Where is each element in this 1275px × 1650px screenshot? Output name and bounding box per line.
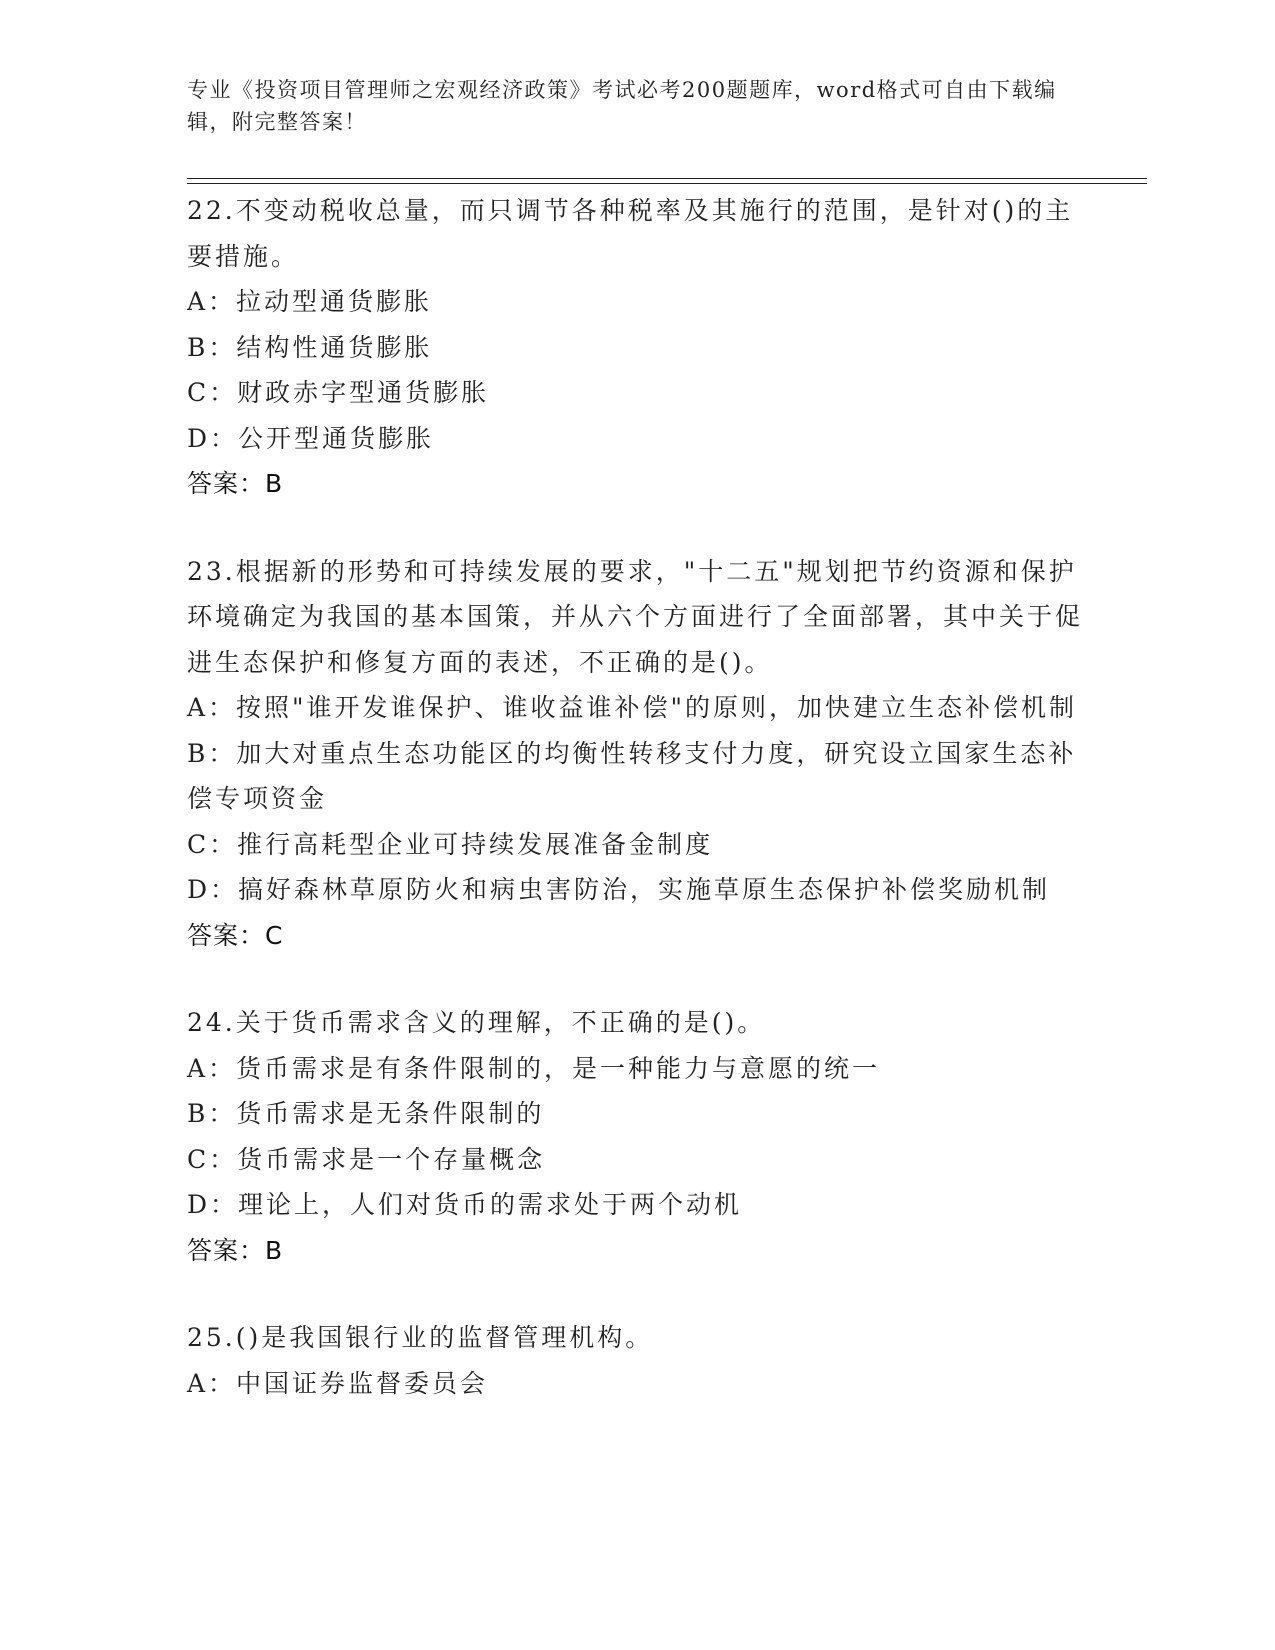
document-header: 专业《投资项目管理师之宏观经济政策》考试必考200题题库，word格式可自由下载编辑，附完整答案！ [187, 78, 1057, 134]
option-a: A：货币需求是有条件限制的，是一种能力与意愿的统一 [187, 1053, 881, 1083]
header-rule-top [187, 178, 1147, 179]
question-22 [187, 188, 1087, 507]
option-d: D：搞好森林草原防火和病虫害防治，实施草原生态保护补偿奖励机制 [187, 875, 1051, 904]
option-d: D：公开型通货膨胀 [187, 423, 435, 453]
question-25 [187, 1315, 1087, 1406]
option-c: C：财政赤字型通货膨胀 [187, 378, 490, 407]
answer-line: 答案：B [187, 469, 284, 498]
question-stem: 22.不变动税收总量，而只调节各种税率及其施行的范围，是针对()的主要措施。 [187, 196, 1074, 271]
option-c: C：推行高耗型企业可持续发展准备金制度 [187, 829, 714, 859]
question-23 [187, 549, 1087, 959]
question-list [187, 188, 1087, 1448]
question-stem: 24.关于货币需求含义的理解，不正确的是()。 [187, 1008, 766, 1037]
option-a: A：中国证券监督委员会 [187, 1368, 489, 1398]
option-b: B：货币需求是无条件限制的 [187, 1099, 545, 1128]
option-c: C：货币需求是一个存量概念 [187, 1144, 546, 1174]
question-stem: 25.()是我国银行业的监督管理机构。 [187, 1323, 654, 1352]
question-24 [187, 1000, 1087, 1273]
option-d: D：理论上，人们对货币的需求处于两个动机 [187, 1190, 743, 1219]
header-rule-bottom [187, 183, 1147, 184]
answer-line: 答案：C [187, 920, 284, 950]
option-a: A：拉动型通货膨胀 [187, 287, 433, 316]
answer-line: 答案：B [187, 1235, 284, 1265]
question-stem: 23.根据新的形势和可持续发展的要求，"十二五"规划把节约资源和保护环境确定为我国的基本国策，并从六个方面进行了全面部署，其中关于促进生态保护和修复方面的表述，不正确的是()。 [187, 556, 1084, 677]
option-a: A：按照"谁开发谁保护、谁收益谁补偿"的原则，加快建立生态补偿机制 [187, 693, 1078, 722]
option-b: B：加大对重点生态功能区的均衡性转移支付力度，研究设立国家生态补偿专项资金 [187, 738, 1077, 813]
option-b: B：结构性通货膨胀 [187, 332, 433, 362]
